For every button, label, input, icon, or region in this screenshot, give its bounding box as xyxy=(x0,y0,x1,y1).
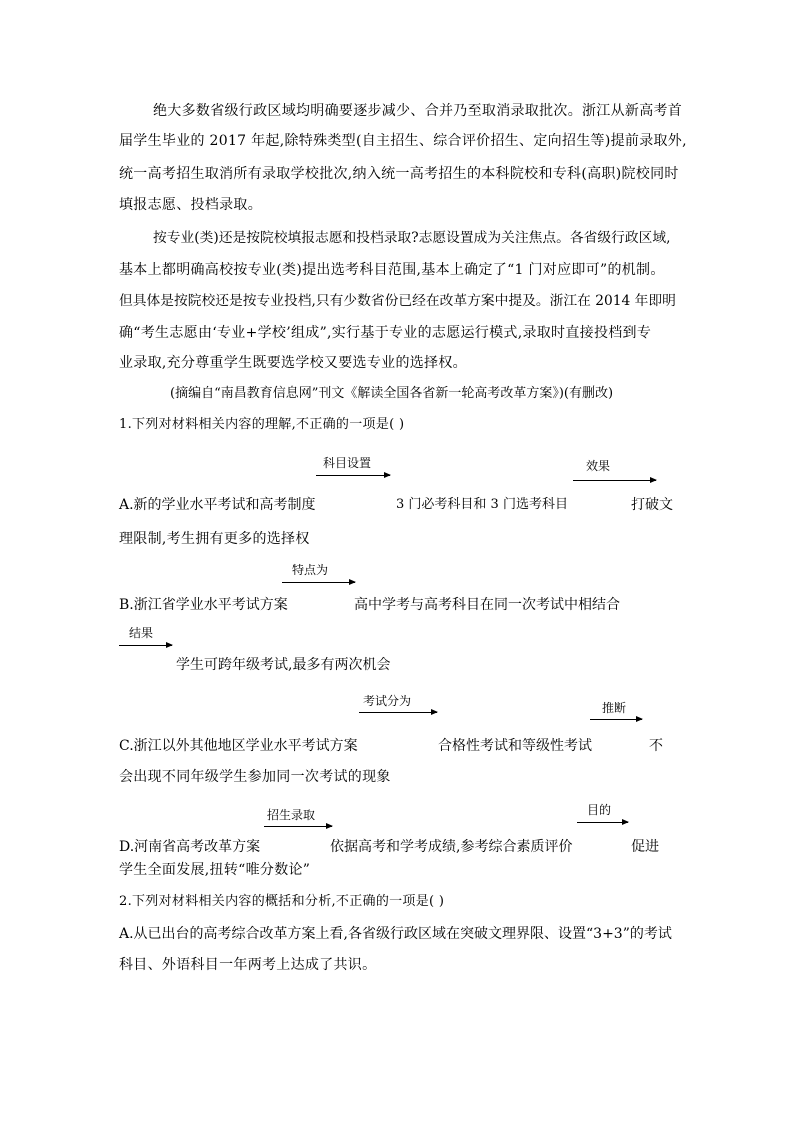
paragraph-1-line-1: 绝大多数省级行政区域均明确要逐步减少、合并乃至取消录取批次。浙江从新高考首 xyxy=(153,103,683,119)
option-c-text-2: 合格性考试和等级性考试 xyxy=(438,738,592,754)
paragraph-1-line-4: 填报志愿、投档录取。 xyxy=(119,197,262,213)
source-citation: (摘编自“南昌教育信息网”刊文《解读全国各省新一轮高考改革方案》)(有删改) xyxy=(170,386,614,401)
paragraph-2-line-1: 按专业(类)还是按院校填报志愿和投档录取?志愿设置成为关注焦点。各省级行政区域, xyxy=(153,230,671,246)
option-b-arrow-2-label: 结果 xyxy=(129,626,154,640)
paragraph-2-line-5: 业录取,充分尊重学生既要选学校又要选专业的选择权。 xyxy=(119,355,467,371)
paragraph-1-line-3: 统一高考招生取消所有录取学校批次,纳入统一高考招生的本科院校和专科(高职)院校同时 xyxy=(119,166,679,182)
option-d-text-3: 促进 xyxy=(631,839,659,855)
option-b-line-2: 学生可跨年级考试,最多有两次机会 xyxy=(176,657,391,673)
option-a-arrow-1-label: 科目设置 xyxy=(323,456,372,470)
option-a-arrow-1 xyxy=(316,475,390,476)
option-b-arrow-2 xyxy=(119,645,172,646)
option-c-arrow-1-label: 考试分为 xyxy=(363,694,412,708)
option-d-text-1: D.河南省高考改革方案 xyxy=(119,839,261,855)
option-a-arrow-2 xyxy=(573,480,656,481)
option-a-line-2: 理限制,考生拥有更多的选择权 xyxy=(119,531,310,547)
option-b-arrow-1-label: 特点为 xyxy=(292,563,329,577)
option-a-text-2: 3 门必考科目和 3 门选考科目 xyxy=(396,497,568,512)
question-2-stem: 2.下列对材料相关内容的概括和分析,不正确的一项是( ) xyxy=(119,894,445,909)
option-d-arrow-1 xyxy=(264,826,332,827)
option-d-text-2: 依据高考和学考成绩,参考综合素质评价 xyxy=(330,839,573,855)
paragraph-2-line-2: 基本上都明确高校按专业(类)提出选考科目范围,基本上确定了“1 门对应即可”的机制。 xyxy=(119,262,665,278)
question-2-option-a-line-1: A.从已出台的高考综合改革方案上看,各省级行政区域在突破文理界限、设置“3+3”的考试 xyxy=(119,926,672,942)
question-1-stem: 1.下列对材料相关内容的理解,不正确的一项是( ) xyxy=(119,417,405,432)
option-c-arrow-1 xyxy=(359,712,437,713)
option-d-arrow-1-label: 招生录取 xyxy=(267,808,316,822)
option-c-arrow-2-label: 推断 xyxy=(602,701,627,715)
option-c-arrow-2 xyxy=(590,719,642,720)
option-d-arrow-2-label: 目的 xyxy=(587,803,612,817)
option-c-text-1: C.浙江以外其他地区学业水平考试方案 xyxy=(119,738,358,754)
paragraph-2-line-3: 但具体是按院校还是按专业投档,只有少数省份已经在改革方案中提及。浙江在 2014 年即明 xyxy=(119,293,676,309)
paragraph-1-line-2: 届学生毕业的 2017 年起,除特殊类型(自主招生、综合评价招生、定向招生等)提前录取外, xyxy=(119,133,687,149)
option-b-arrow-1 xyxy=(282,582,355,583)
option-b-text-2: 高中学考与高考科目在同一次考试中相结合 xyxy=(354,597,620,613)
option-a-text-3: 打破文 xyxy=(631,497,673,513)
option-d-arrow-2 xyxy=(577,822,628,823)
option-c-text-3: 不 xyxy=(649,738,663,754)
paragraph-2-line-4: 确“考生志愿由‘专业+学校’组成”,实行基于专业的志愿运行模式,录取时直接投档到专 xyxy=(119,325,652,341)
question-2-option-a-line-2: 科目、外语科目一年两考上达成了共识。 xyxy=(119,957,377,973)
option-d-line-2: 学生全面发展,扭转“唯分数论” xyxy=(119,862,311,878)
option-a-text-1: A.新的学业水平考试和高考制度 xyxy=(119,497,316,513)
option-b-text-1: B.浙江省学业水平考试方案 xyxy=(119,597,288,613)
option-a-arrow-2-label: 效果 xyxy=(586,459,611,473)
option-c-line-2: 会出现不同年级学生参加同一次考试的现象 xyxy=(119,769,391,785)
